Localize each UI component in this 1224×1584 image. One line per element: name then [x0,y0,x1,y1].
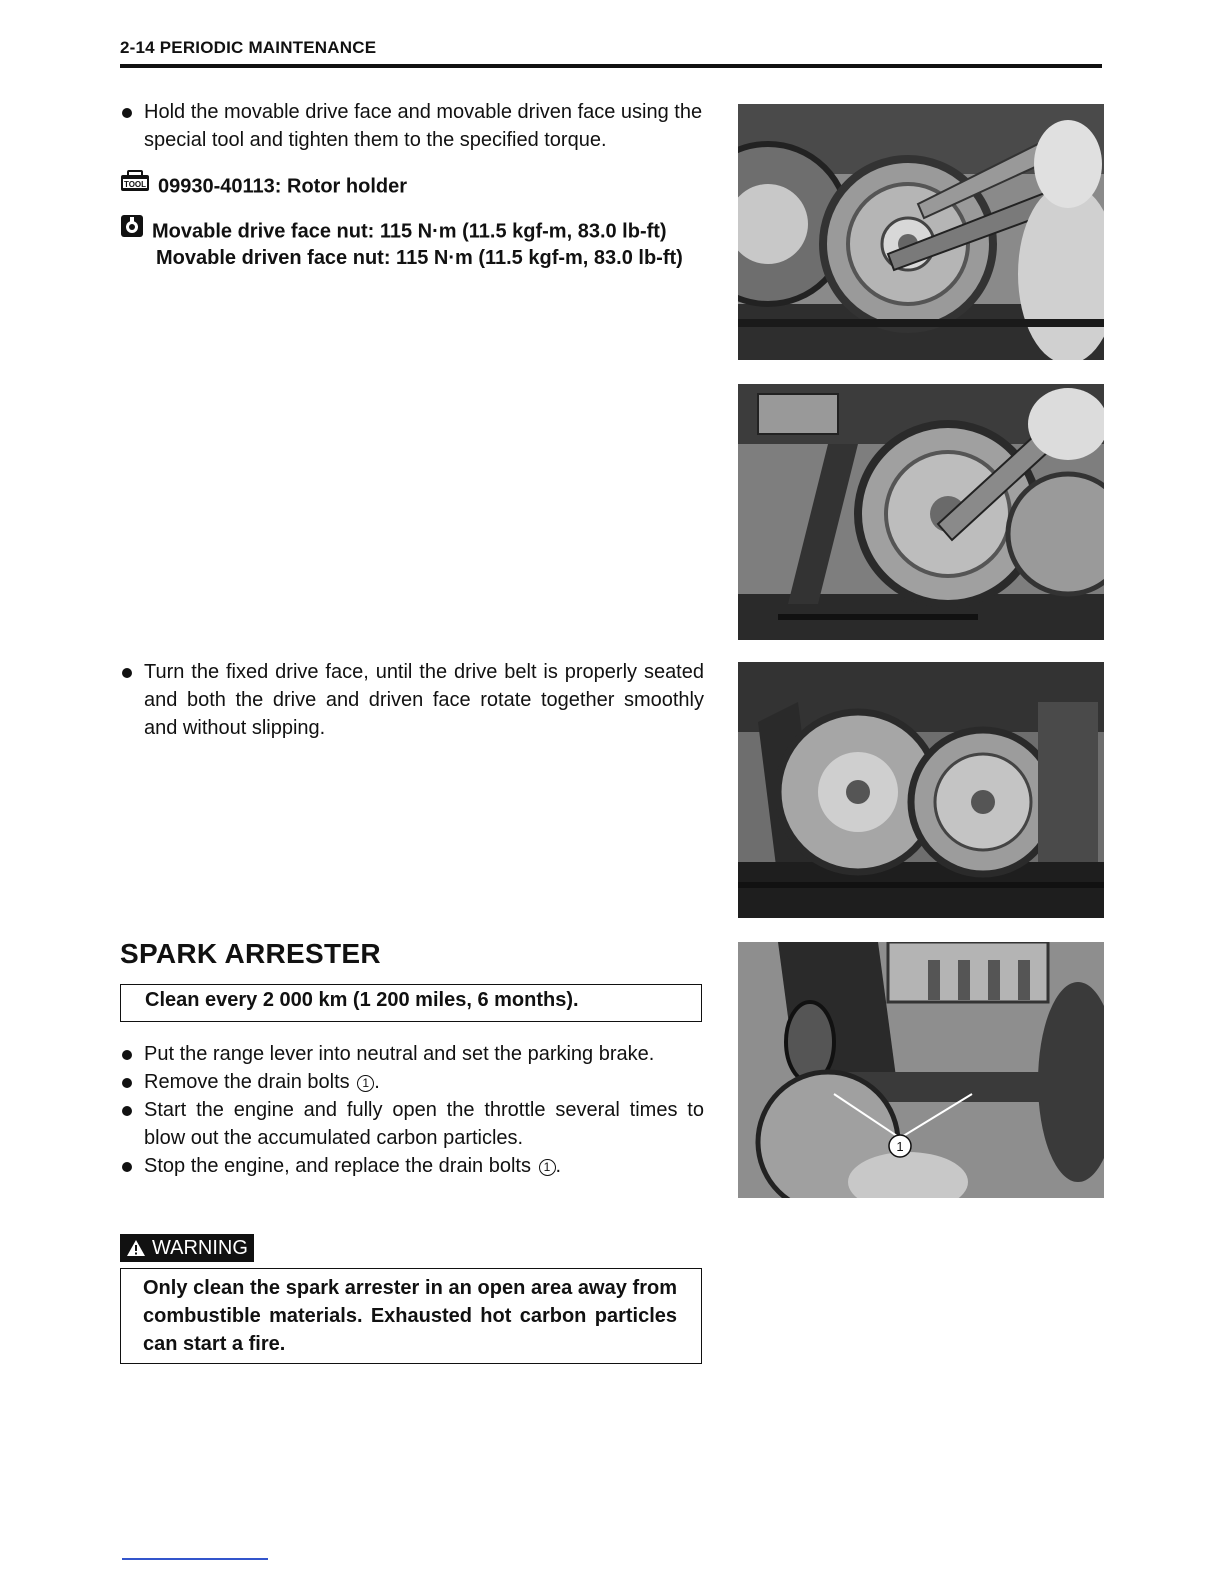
step-text: Hold the movable drive face and movable driven face using the special tool and tighten them to the specified torque. [144,101,703,151]
footer-rule [122,1558,268,1560]
torque-text-1: Movable drive face nut: 115 N·m (11.5 kgf-m, 83.0 lb-ft) [152,220,667,243]
torque-wrench-icon [120,214,144,246]
photo-callout-1: 1 [896,1139,904,1154]
torque-text-2: Movable driven face nut: 115 N·m (11.5 kgf-m, 83.0 lb-ft) [156,247,683,269]
tool-icon-label: TOOL [123,180,147,189]
list-item: Remove the drain bolts 1 . [120,1068,704,1096]
section-title: SPARK ARRESTER [120,938,381,969]
bullet [122,108,132,118]
callout-ref: 1 [539,1159,556,1176]
photo-tightening [738,384,1104,640]
list-item: Put the range lever into neutral and set the parking brake. [120,1040,704,1068]
warning-label: WARNING [152,1236,248,1259]
step-turn-drive-face [120,658,704,742]
torque-line-2 [156,244,683,272]
warning-box [120,1268,702,1364]
interval-text: Clean every 2 000 km (1 200 miles, 6 months). [145,989,579,1011]
photo-rotor-holder [738,104,1104,360]
step-text: Turn the fixed drive face, until the drive belt is properly seated and both the drive and driven face rotate together smoothly and without slipping. [144,661,704,739]
photo-belt-seated [738,662,1104,918]
callout-ref: 1 [357,1075,374,1092]
warning-triangle-icon [126,1239,146,1257]
list-item: Stop the engine, and replace the drain bolts 1 . [120,1152,704,1180]
tool-icon [120,170,150,200]
warning-badge [120,1234,254,1262]
photo-drain-bolts [738,942,1104,1198]
tool-text: 09930-40113: Rotor holder [158,175,407,198]
bullet [122,668,132,678]
warning-text: Only clean the spark arrester in an open area away from combustible materials. Exhausted hot carbon particles can start a fire. [143,1277,677,1355]
page-header [120,38,1102,68]
maintenance-interval-box [120,984,702,1022]
spark-arrester-steps [120,1040,704,1180]
page-header-title: 2-14 PERIODIC MAINTENANCE [120,38,377,57]
list-item: Start the engine and fully open the throttle several times to blow out the accumulated carbon particles. [120,1096,704,1152]
special-tool-line [120,172,407,202]
step-hold-faces [120,98,710,154]
